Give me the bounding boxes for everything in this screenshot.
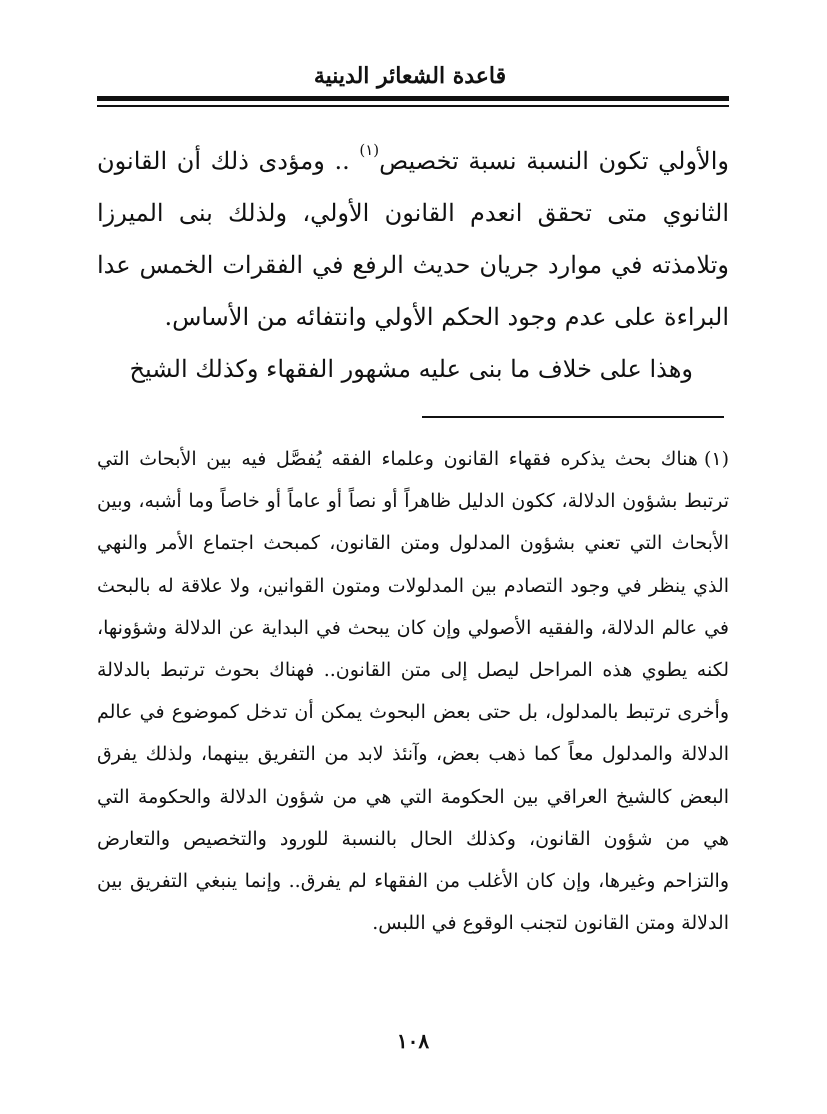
footnotes-section (97, 438, 729, 944)
header-rule-thin (97, 105, 729, 107)
main-text-body (97, 135, 729, 395)
header-rule-thick (97, 96, 729, 101)
footnote-1 (97, 438, 729, 944)
main-paragraph-1-part-2: .. ومؤدى ذلك أن القانون الثانوي متى تحقق انعدم القانون الأولي، ولذلك بنى الميرزا وتلامذته في موارد جريان حديث الرفع في الفقرات الخمس عدا البراءة على عدم وجود الحكم الأولي وانتفائه من الأساس. (97, 147, 729, 331)
page-number: ١٠٨ (396, 1029, 430, 1053)
footnote-reference: (١) (359, 141, 380, 159)
main-paragraph-2: وهذا على خلاف ما بنى عليه مشهور الفقهاء وكذلك الشيخ (129, 355, 693, 383)
main-paragraph-1-part-1: والأولي تكون النسبة نسبة تخصيص (379, 147, 729, 175)
footnote-1-marker: (١) (703, 448, 729, 470)
footnote-separator (422, 416, 724, 418)
main-paragraph-1 (97, 135, 729, 343)
footnote-1-text: هناك بحث يذكره فقهاء القانون وعلماء الفقه يُفصَّل فيه بين الأبحاث التي ترتبط بشؤون الدلالة، ككون الدليل ظاهراً أو نصاً أو عاماً أو خاصاً وما أشبه، وبين الأبحاث التي تعني بشؤون المدلول ومتن القانون، كمبحث اجتماع الأمر والنهي الذي ينظر في وجود التصادم بين المدلولات ومتون القوانين، ولا علاقة له بالبحث في عالم الدلالة، والفقيه الأصولي وإن كان يبحث في البداية عن الدلالة وشؤونها، لكنه يطوي هذه المراحل ليصل إلى متن القانون.. فهناك بحوث ترتبط بالدلالة وأخرى ترتبط بالمدلول، بل حتى بعض البحوث يمكن أن تدخل كموضوع في عالم الدلالة والمدلول معاً كما ذهب بعض، وآنئذ لابد من التفريق بينهما، ولذلك يفرق البعض كالشيخ العراقي بين الحكومة التي هي من شؤون الدلالة والحكومة التي هي من شؤون القانون، وكذلك الحال بالنسبة للورود والتخصيص والتعارض والتزاحم وغيرها، وإن كان الأغلب من الفقهاء لم يفرق.. وإنما ينبغي التفريق بين الدلالة ومتن القانون لتجنب الوقوع في اللبس. (97, 448, 729, 935)
running-header-title: قاعدة الشعائر الدينية (313, 63, 507, 89)
